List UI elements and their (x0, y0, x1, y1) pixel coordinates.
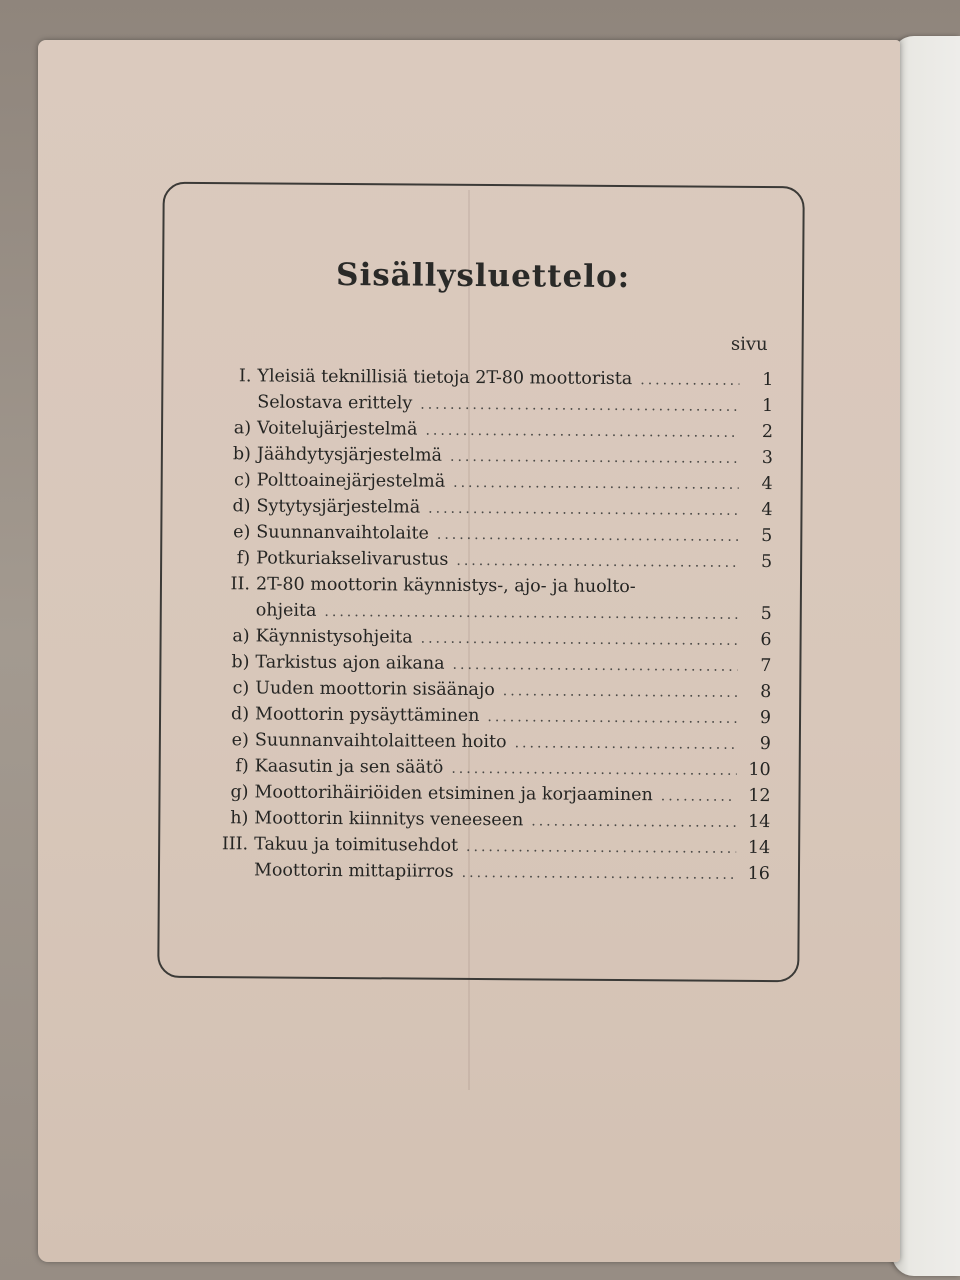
entry-number: d) (230, 704, 250, 725)
entry-label: Selostava erittely (257, 392, 413, 414)
entry-number: a) (233, 418, 252, 439)
dot-leader (437, 527, 739, 545)
entry-label: Jäähdytysjärjestelmä (256, 444, 443, 466)
entry-label: Kaasutin ja sen säätö (254, 756, 444, 778)
entry-label: Uuden moottorin sisäänajo (255, 678, 495, 701)
entry-page: 6 (760, 629, 772, 651)
dot-leader (466, 839, 736, 857)
entry-label: Sytytysjärjestelmä (256, 496, 421, 518)
toc-entry (215, 366, 773, 396)
page-column-heading: sivu (730, 333, 768, 355)
entry-label: Suunnanvaihtolaite (256, 522, 429, 544)
entry-label: Käynnistysohjeita (255, 626, 413, 648)
entry-page: 16 (747, 863, 771, 885)
entry-number: c) (232, 678, 250, 699)
toc-entry (215, 470, 773, 500)
contents-frame (157, 182, 805, 982)
entry-number: d) (232, 496, 251, 517)
entry-page: 14 (747, 837, 771, 859)
toc-entry (215, 444, 773, 474)
dot-leader (425, 423, 739, 441)
entry-number: g) (230, 782, 249, 803)
entry-number: e) (231, 730, 249, 751)
toc-entry (213, 678, 771, 708)
dot-leader (450, 449, 739, 467)
entry-page: 5 (761, 525, 773, 547)
entry-label: Potkuriakselivarustus (256, 548, 449, 570)
entry-label: Polttoainejärjestelmä (256, 470, 446, 492)
entry-label: Voitelujärjestelmä (256, 418, 418, 440)
entry-page: 8 (760, 681, 772, 703)
entry-page: 3 (761, 447, 773, 469)
toc-entry (213, 730, 771, 760)
next-page-edge (892, 36, 960, 1276)
dot-leader (453, 657, 738, 675)
toc-entry (212, 834, 770, 864)
toc-entry (214, 548, 772, 578)
dot-leader (428, 501, 738, 519)
entry-page: 9 (759, 733, 771, 755)
entry-number: f) (236, 548, 251, 569)
toc-entry (213, 652, 771, 682)
entry-label: Tarkistus ajon aikana (255, 652, 445, 674)
entry-label: Moottorin pysäyttäminen (255, 704, 480, 726)
entry-number: I. (238, 366, 252, 387)
dot-leader (453, 475, 739, 493)
no-leader-spacer (636, 592, 744, 593)
entry-page: 9 (759, 707, 772, 729)
entry-label: Suunnanvaihtolaitteen hoito (254, 730, 507, 753)
toc-entry (212, 782, 770, 812)
toc-entry (214, 496, 772, 526)
entry-number: II. (230, 574, 251, 595)
dot-leader (324, 604, 737, 623)
toc-entry (213, 704, 771, 734)
toc-entry (214, 522, 772, 552)
entry-page: 10 (748, 759, 771, 781)
entry-label: ohjeita (255, 600, 317, 621)
toc-entry (212, 808, 770, 838)
dot-leader (421, 631, 738, 649)
entry-number: c) (233, 470, 251, 491)
toc-entry (214, 626, 772, 656)
entry-page: 14 (747, 811, 771, 833)
toc-entry (213, 756, 771, 786)
dot-leader (456, 553, 738, 571)
entry-label: Takuu ja toimitusehdot (254, 834, 459, 856)
entry-page: 1 (762, 395, 774, 417)
entry-label: Moottorin kiinnitys veneeseen (254, 808, 524, 831)
entry-page: 5 (760, 551, 773, 573)
entry-number: f) (235, 756, 249, 777)
entry-page: 12 (748, 785, 771, 807)
dot-leader (462, 865, 736, 883)
dot-leader (531, 813, 736, 830)
toc-entry (215, 392, 773, 422)
entry-number: h) (230, 808, 249, 829)
dot-leader (515, 735, 737, 753)
entry-label: Moottorin mittapiirros (253, 860, 454, 882)
entry-page: 4 (761, 473, 773, 495)
entry-number: III. (221, 834, 249, 855)
contents-title: Sisällysluettelo: (335, 256, 631, 296)
dot-leader (640, 372, 739, 389)
entry-page: 5 (760, 603, 772, 625)
entry-page: 7 (760, 655, 772, 677)
dot-leader (503, 683, 738, 701)
toc-entry (212, 860, 770, 890)
entry-number: b) (232, 444, 251, 465)
toc-entry (215, 418, 773, 448)
entry-page: 4 (761, 499, 773, 521)
entry-number: e) (233, 522, 251, 543)
entry-page: 2 (761, 421, 774, 443)
contents-list (212, 366, 774, 890)
entry-number: b) (231, 652, 250, 673)
dot-leader (420, 397, 739, 415)
entry-page: 1 (762, 369, 774, 391)
entry-label: Moottorihäiriöiden etsiminen ja korjaaminen (254, 782, 653, 806)
dot-leader (661, 788, 737, 805)
toc-entry (214, 600, 772, 630)
entry-label: Yleisiä teknillisiä tietoja 2T-80 moottorista (257, 366, 633, 390)
dot-leader (487, 709, 737, 727)
dot-leader (451, 761, 736, 779)
toc-entry (214, 574, 772, 604)
entry-label: 2T-80 moottorin käynnistys-, ajo- ja huolto- (255, 574, 636, 598)
entry-number: a) (232, 626, 250, 647)
